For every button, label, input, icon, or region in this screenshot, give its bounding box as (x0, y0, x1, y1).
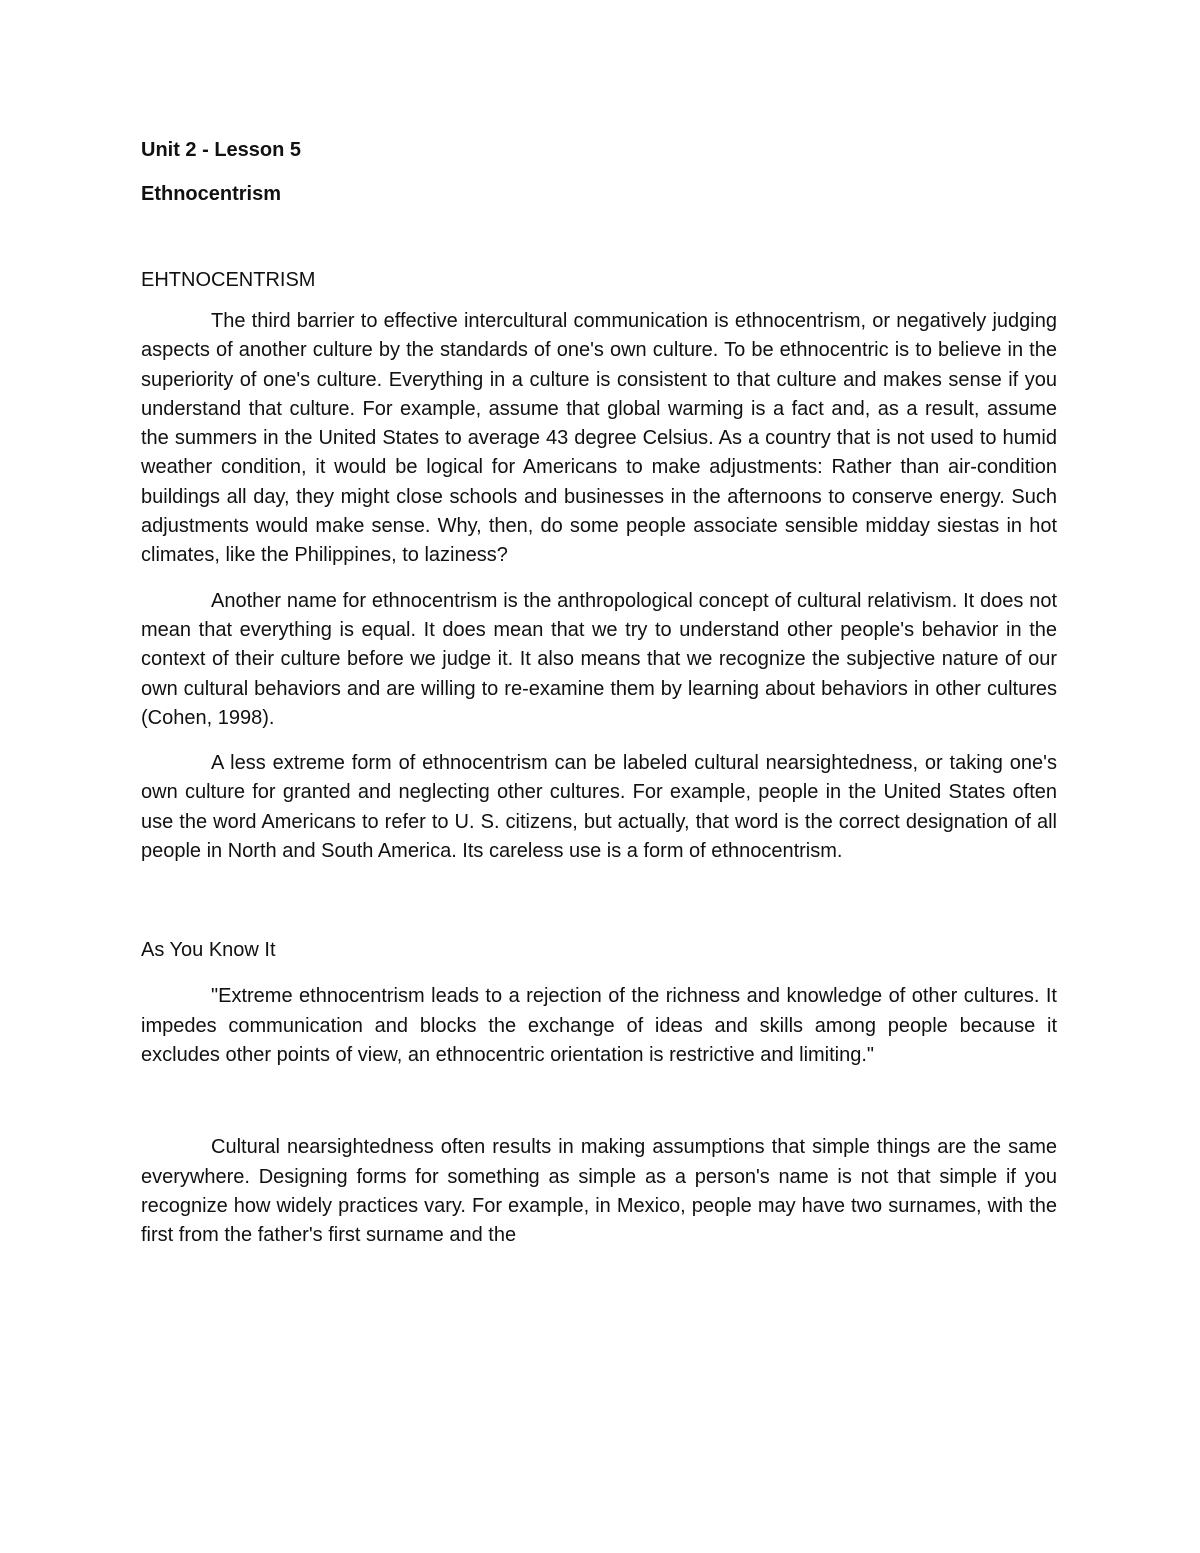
lesson-title: Ethnocentrism (141, 183, 282, 205)
paragraph-2: Another name for ethnocentrism is the anthropological concept of cultural relativism. It does not mean that everything is equal. It does mean that we try to understand other people's behavior in the context of their culture before we judge it. It also means that we recognize the subjective nature of our own cultural behaviors and are willing to re-examine them by learning about behaviors in other cultures (Cohen, 1998). (141, 589, 1057, 729)
section-heading: EHTNOCENTRISM (141, 269, 316, 291)
quote-paragraph: "Extreme ethnocentrism leads to a rejection of the richness and knowledge of other cultures. It impedes communication and blocks the exchange of ideas and skills among people because it excludes other points of view, an ethnocentric orientation is restrictive and limiting." (141, 985, 1057, 1066)
unit-title: Unit 2 - Lesson 5 (141, 139, 302, 161)
paragraph-3: A less extreme form of ethnocentrism can be labeled cultural nearsightedness, or taking one's own culture for granted and neglecting other cultures. For example, people in the United States often use the word Americans to refer to U. S. citizens, but actually, that word is the correct designation of all people in North and South America. Its careless use is a form of ethnocentrism. (141, 752, 1057, 863)
document-page (141, 138, 1057, 1250)
subheading: As You Know It (141, 939, 276, 962)
paragraph-1: The third barrier to effective intercultural communication is ethnocentrism, or negatively judging aspects of another culture by the standards of one's own culture. To be ethnocentric is to believe in the superiority of one's culture. Everything in a culture is consistent to that culture and makes sense if you understand that culture. For example, assume that global warming is a fact and, as a result, assume the summers in the United States to average 43 degree Celsius. As a country that is not used to humid weather condition, it would be logical for Americans to make adjustments: Rather than air-condition buildings all day, they might close schools and businesses in the afternoons to conserve energy. Such adjustments would make sense. Why, then, do some people associate sensible midday siestas in hot climates, like the Philippines, to laziness? (141, 310, 1057, 567)
closing-paragraph: Cultural nearsightedness often results in making assumptions that simple things are the same everywhere. Designing forms for something as simple as a person's name is not that simple if you recognize how widely practices vary. For example, in Mexico, people may have two surnames, with the first from the father's first surname and the (141, 1136, 1057, 1247)
